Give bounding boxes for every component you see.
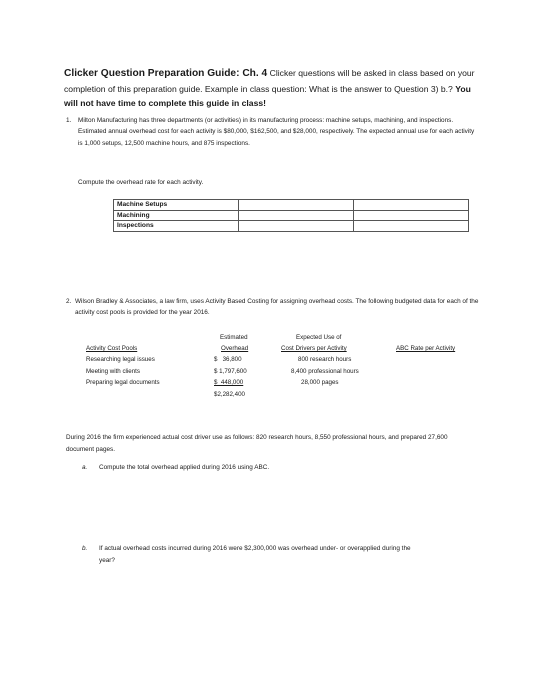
answer-cell[interactable] bbox=[239, 210, 354, 221]
guide-intro: Clicker questions will be asked in class based on your completion of this preparation guide. Example in class question: What is the answer to Question 3) b.? bbox=[64, 68, 475, 94]
table-row bbox=[114, 200, 469, 211]
answer-cell[interactable] bbox=[239, 200, 354, 211]
row-label: Machine Setups bbox=[114, 200, 239, 211]
question-2-text: Wilson Bradley & Associates, a law firm, uses Activity Based Costing for assigning overhead costs. The following budgeted data for each of the activity cost pools is provided for the year 2016. bbox=[75, 298, 479, 317]
question-1-number: 1. bbox=[66, 117, 72, 124]
part-a bbox=[82, 462, 462, 474]
part-b-text: If actual overhead costs incurred during 2016 were $2,300,000 was overhead under- or overapplied during the year? bbox=[99, 545, 411, 565]
question-1-text: Milton Manufacturing has three departments (or activities) in its manufacturing process: machine setups, machining, and inspections. Estimated annual overhead cost for each activity is $80,000, $162,500, and $28,000, respectively. The expected annual use for each activity is 1,000 setups, 12,500 machine hours, and 875 inspections. bbox=[78, 117, 475, 147]
pool-overhead: $ 1,797,600 bbox=[214, 368, 247, 375]
pool-name: Meeting with clients bbox=[86, 368, 140, 375]
question-1 bbox=[66, 115, 476, 149]
table-row bbox=[114, 210, 469, 221]
overhead-rate-table bbox=[113, 199, 469, 232]
actual-usage-text: During 2016 the firm experienced actual cost driver use as follows: 820 research hours, 8,550 professional hours, and prepared 27,600 document pages. bbox=[66, 434, 448, 454]
pool-name: Preparing legal documents bbox=[86, 379, 160, 386]
header-activity-pools: Activity Cost Pools bbox=[86, 345, 138, 352]
header-abc-rate: ABC Rate per Activity bbox=[396, 345, 456, 352]
pool-driver: 8,400 professional hours bbox=[291, 368, 359, 375]
guide-heading bbox=[64, 66, 484, 111]
question-2 bbox=[66, 296, 486, 319]
pool-driver: 800 research hours bbox=[298, 356, 352, 363]
total-overhead: $2,282,400 bbox=[214, 391, 245, 398]
question-1-prompt: Compute the overhead rate for each activity. bbox=[78, 179, 204, 186]
row-label: Machining bbox=[114, 210, 239, 221]
pool-name: Researching legal issues bbox=[86, 356, 155, 363]
answer-cell[interactable] bbox=[354, 200, 469, 211]
question-2-number: 2. bbox=[66, 298, 72, 305]
part-a-text: Compute the total overhead applied during 2016 using ABC. bbox=[99, 464, 270, 471]
answer-cell[interactable] bbox=[239, 221, 354, 232]
answer-cell[interactable] bbox=[354, 221, 469, 232]
pool-overhead: $ 448,000 bbox=[214, 379, 244, 386]
guide-title: Clicker Question Preparation Guide: Ch. 4 bbox=[64, 68, 268, 79]
table-row bbox=[114, 221, 469, 232]
pool-overhead: $ 36,800 bbox=[214, 356, 242, 363]
guide-warning: You will not have time to complete this guide in class! bbox=[64, 83, 471, 108]
answer-cell[interactable] bbox=[354, 210, 469, 221]
row-label: Inspections bbox=[114, 221, 239, 232]
part-b bbox=[82, 543, 412, 567]
part-a-letter: a. bbox=[82, 464, 88, 471]
header-cost-drivers: Cost Drivers per Activity bbox=[281, 345, 347, 352]
header-overhead: Overhead bbox=[221, 345, 249, 352]
header-expected-use: Expected Use of bbox=[296, 334, 342, 341]
header-estimated: Estimated bbox=[220, 334, 248, 341]
part-b-letter: b. bbox=[82, 545, 88, 552]
pool-driver: 28,000 pages bbox=[301, 379, 339, 386]
